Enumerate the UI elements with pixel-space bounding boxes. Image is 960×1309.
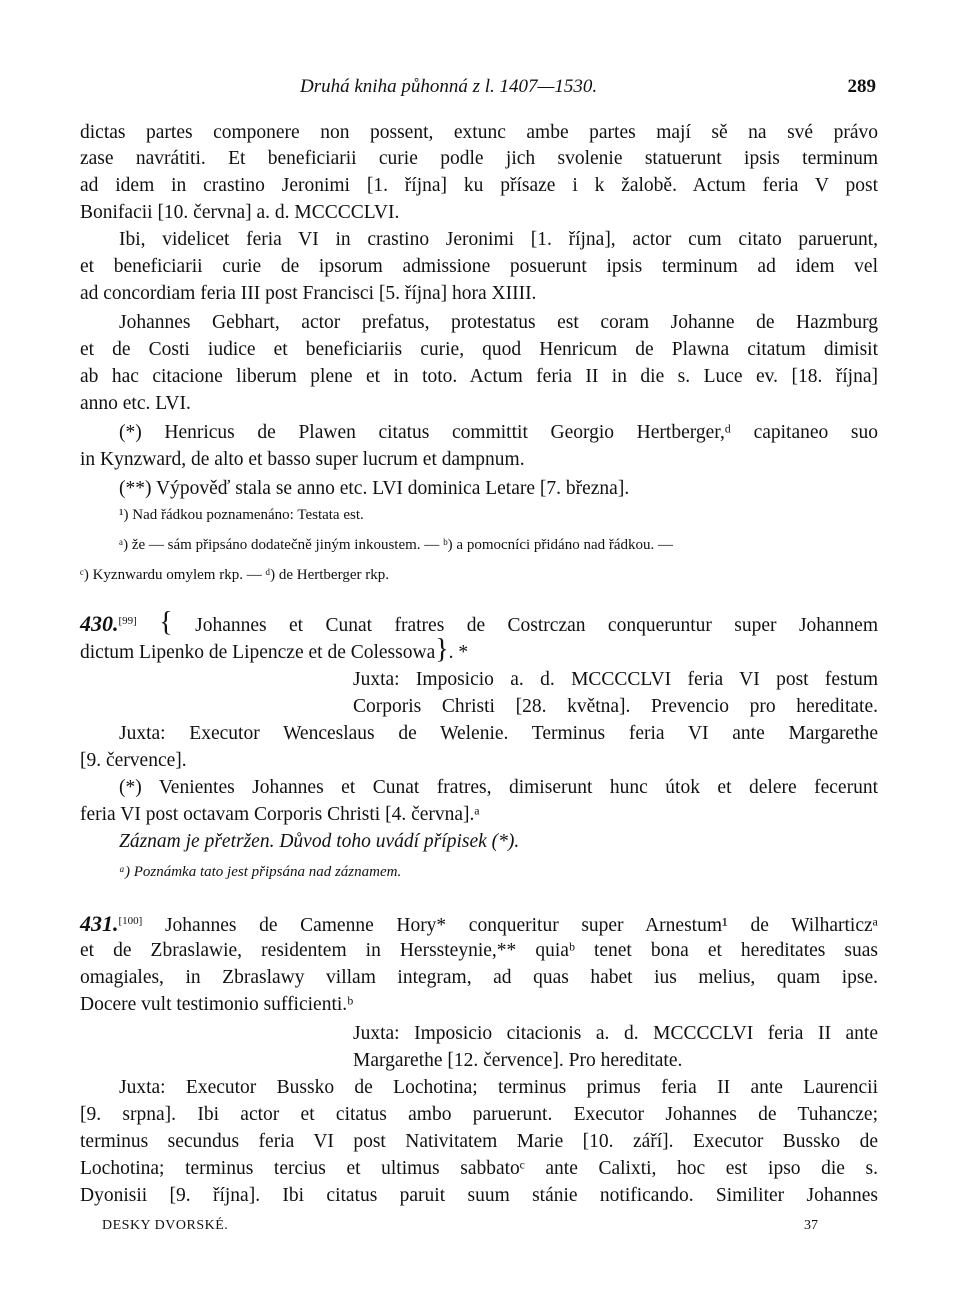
entry-ref: [99] — [118, 615, 137, 627]
text-line: Dyonisii [9. října]. Ibi citatus paruit suum stánie notificando. Similiter Johannes — [80, 1185, 878, 1206]
footnote: ᵃ) že — sám připsáno dodatečně jiným inkoustem. — ᵇ) a pomocníci přidáno nad řádkou. — — [119, 537, 674, 553]
text-line: et de Costi iudice et beneficiariis curie, quod Henricum de Plawna citatum dimisit — [80, 339, 878, 360]
footnote: ᵃ) Poznámka tato jest připsána nad záznamem. — [119, 864, 402, 880]
text-line: dictas partes componere non possent, extunc ambe partes mají sě na své právo — [80, 122, 878, 143]
text-line: (*) Henricus de Plawen citatus committit Georgio Hertberger,ᵈ capitaneo suo — [119, 422, 878, 443]
text-line: et beneficiarii curie de ipsorum admissione posuerunt ipsis terminum ad idem vel — [80, 256, 878, 277]
entry-text: Johannes de Camenne Hory* conqueritur super Arnestum¹ de Wilharticzᵃ — [164, 915, 878, 936]
text-line — [80, 634, 878, 666]
text-line: anno etc. LVI. — [80, 393, 191, 414]
text-line: Záznam je přetržen. Důvod toho uvádí přípisek (*). — [119, 831, 520, 852]
text-line: [9. srpna]. Ibi actor et citatus ambo paruerunt. Executor Johannes de Tuhancze; — [80, 1104, 878, 1125]
text-line: Ibi, videlicet feria VI in crastino Jeronimi [1. října], actor cum citato paruerunt, — [119, 229, 878, 250]
text-line: ab hac citacione liberum plene et in toto. Actum feria II in die s. Luce ev. [18. října] — [80, 366, 878, 387]
text-line: Juxta: Executor Bussko de Lochotina; terminus primus feria II ante Laurencii — [119, 1077, 878, 1098]
brace-close: } — [435, 634, 449, 665]
entry-number: 431. — [80, 911, 119, 936]
text-line: ad idem in crastino Jeronimi [1. října] ku přísaze i k žalobě. Actum feria V post — [80, 175, 878, 196]
text-line: Lochotina; terminus tercius et ultimus sabbatoᶜ ante Calixti, hoc est ipso die s. — [80, 1158, 878, 1179]
entry-heading-line — [80, 911, 878, 941]
text-line: in Kynzward, de alto et basso super lucrum et dampnum. — [80, 449, 525, 470]
text-line: Bonifacii [10. června] a. d. MCCCCLVI. — [80, 202, 400, 223]
footnote: ᶜ) Kyznwardu omylem rkp. — ᵈ) de Hertberger rkp. — [80, 567, 389, 583]
text-line: Juxta: Imposicio a. d. MCCCCLVI feria VI post festum — [353, 669, 878, 690]
entry-text: dictum Lipenko de Lipencze et de Colessowa — [80, 642, 436, 663]
text-line: ad concordiam feria III post Francisci [5. října] hora XIIII. — [80, 283, 537, 304]
text-line: Juxta: Executor Wenceslaus de Welenie. Terminus feria VI ante Margarethe — [119, 723, 878, 744]
footer-series: DESKY DVORSKÉ. — [102, 1218, 229, 1233]
running-title: Druhá kniha půhonná z l. 1407—1530. — [300, 76, 598, 97]
entry-text-end: . * — [448, 642, 469, 663]
entry-number: 430. — [80, 611, 119, 636]
text-line: (**) Výpověď stala se anno etc. LVI dominica Letare [7. března]. — [119, 478, 630, 499]
text-line: Margarethe [12. července]. Pro hereditate. — [353, 1050, 683, 1071]
entry-text: Johannes et Cunat fratres de Costrczan conqueruntur super Johannem — [195, 615, 879, 636]
text-line: Corporis Christi [28. května]. Prevencio pro hereditate. — [353, 696, 878, 717]
footer-signature: 37 — [804, 1218, 818, 1233]
text-line: feria VI post octavam Corporis Christi [4. června].ᵃ — [80, 804, 480, 825]
text-line: Juxta: Imposicio citacionis a. d. MCCCCLVI feria II ante — [353, 1023, 878, 1044]
text-line: terminus secundus feria VI post Nativitatem Marie [10. září]. Executor Bussko de — [80, 1131, 878, 1152]
text-line: (*) Venientes Johannes et Cunat fratres, dimiserunt hunc útok et delere fecerunt — [119, 777, 878, 798]
text-line: zase navrátiti. Et beneficiarii curie podle jich svolenie statuerunt ipsis terminum — [80, 148, 878, 169]
footnote: ¹) Nad řádkou poznamenáno: Testata est. — [119, 507, 364, 523]
page-number: 289 — [847, 76, 876, 97]
entry-ref: [100] — [118, 915, 143, 927]
text-line: Docere vult testimonio sufficienti.ᵇ — [80, 994, 354, 1015]
text-line: omagiales, in Zbraslawy villam integram, ad quas habet ius melius, quam ipse. — [80, 967, 878, 988]
text-line: [9. července]. — [80, 750, 187, 771]
text-line: et de Zbraslawie, residentem in Herssteynie,** quiaᵇ tenet bona et hereditates suas — [80, 940, 878, 961]
text-line: Johannes Gebhart, actor prefatus, protestatus est coram Johanne de Hazmburg — [119, 312, 878, 333]
entry-heading-line — [80, 607, 879, 641]
brace-open: { — [159, 607, 173, 638]
